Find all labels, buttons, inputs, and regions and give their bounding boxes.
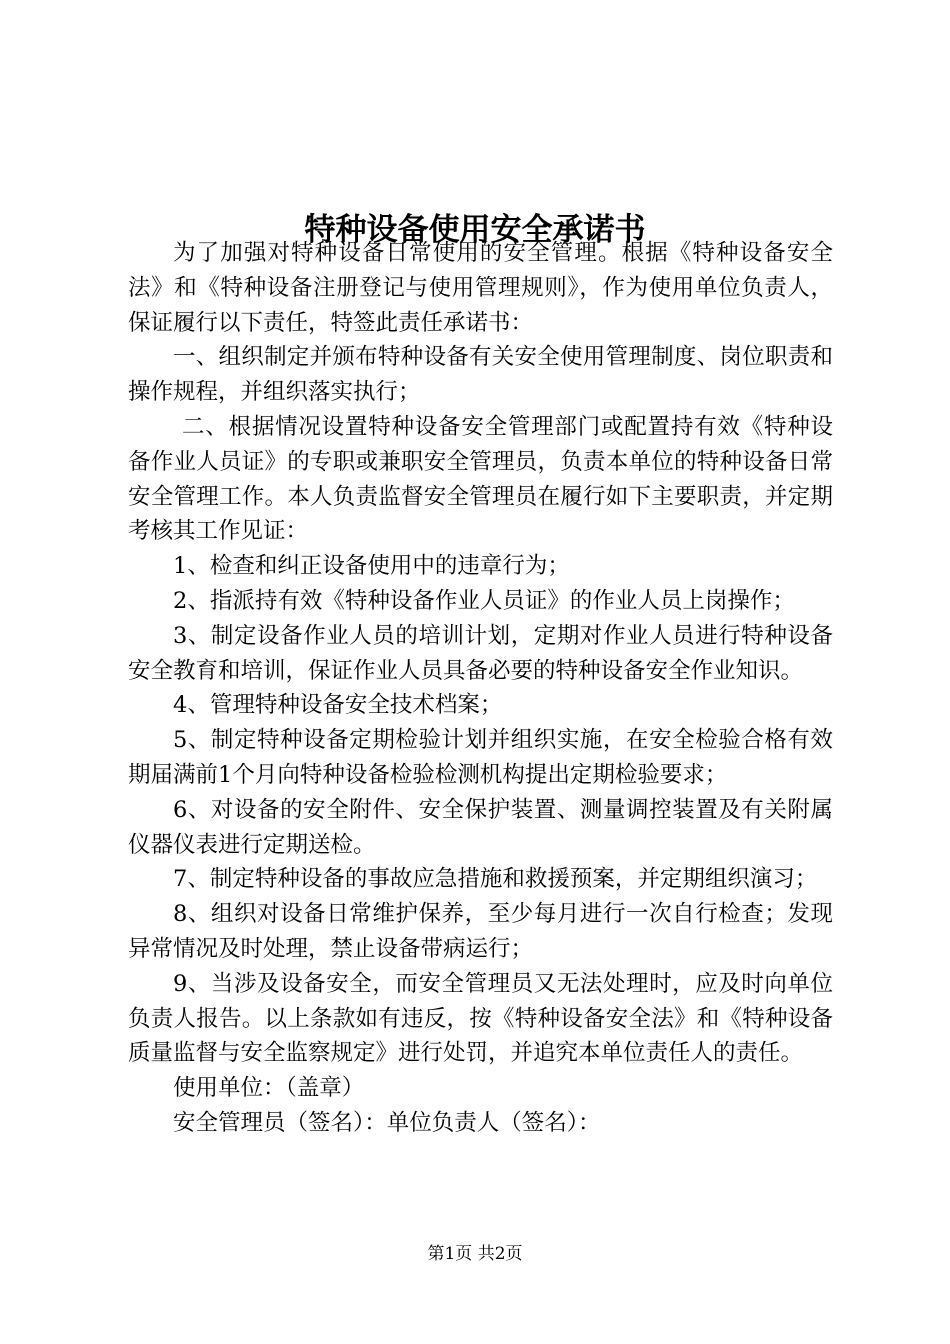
duty-5: 5、制定特种设备定期检验计划并组织实施，在安全检验合格有效期届满前1个月向特种设备检验检测机构提出定期检验要求；: [128, 727, 833, 788]
duty-2: 2、指派持有效《特种设备作业人员证》的作业人员上岗操作；: [173, 587, 795, 614]
document-title: 特种设备使用安全承诺书: [304, 211, 646, 248]
clause-1: 一、组织制定并颁布特种设备有关安全使用管理制度、岗位职责和操作规程，并组织落实执行；: [128, 344, 833, 406]
intro-paragraph: 为了加强对特种设备日常使用的安全管理。根据《特种设备安全法》和《特种设备注册登记与使用管理规则》，作为使用单位负责人，保证履行以下责任，特签此责任承诺书：: [128, 240, 833, 336]
duty-8: 8、组织对设备日常维护保养，至少每月进行一次自行检查；发现异常情况及时处理，禁止设备带病运行；: [128, 901, 833, 962]
duty-4: 4、管理特种设备安全技术档案；: [173, 692, 503, 719]
seal-line: 使用单位：（盖章）: [173, 1075, 365, 1102]
page-footer: 第1页 共2页: [427, 1244, 523, 1264]
duty-9: 9、当涉及设备安全，而安全管理员又无法处理时，应及时向单位负责人报告。以上条款如有违反，按《特种设备安全法》和《特种设备质量监督与安全监察规定》进行处罚，并追究本单位责任人的责任。: [128, 970, 833, 1067]
clause-2: 二、根据情况设置特种设备安全管理部门或配置持有效《特种设备作业人员证》的专职或兼职安全管理员，负责本单位的特种设备日常安全管理工作。本人负责监督安全管理员在履行如下主要职责，并定期考核其工作见证：: [128, 413, 833, 545]
duty-6: 6、对设备的安全附件、安全保护装置、测量调控装置及有关附属仪器仪表进行定期送检。: [128, 796, 833, 858]
duty-1: 1、检查和纠正设备使用中的违章行为；: [173, 553, 570, 580]
duty-3: 3、制定设备作业人员的培训计划，定期对作业人员进行特种设备安全教育和培训，保证作业人员具备必要的特种设备安全作业知识。: [128, 622, 833, 684]
document-body: [128, 236, 833, 1141]
duty-7: 7、制定特种设备的事故应急措施和救援预案，并定期组织演习；: [173, 866, 818, 893]
signature-line: 安全管理员（签名）：单位负责人（签名）：: [173, 1109, 601, 1136]
